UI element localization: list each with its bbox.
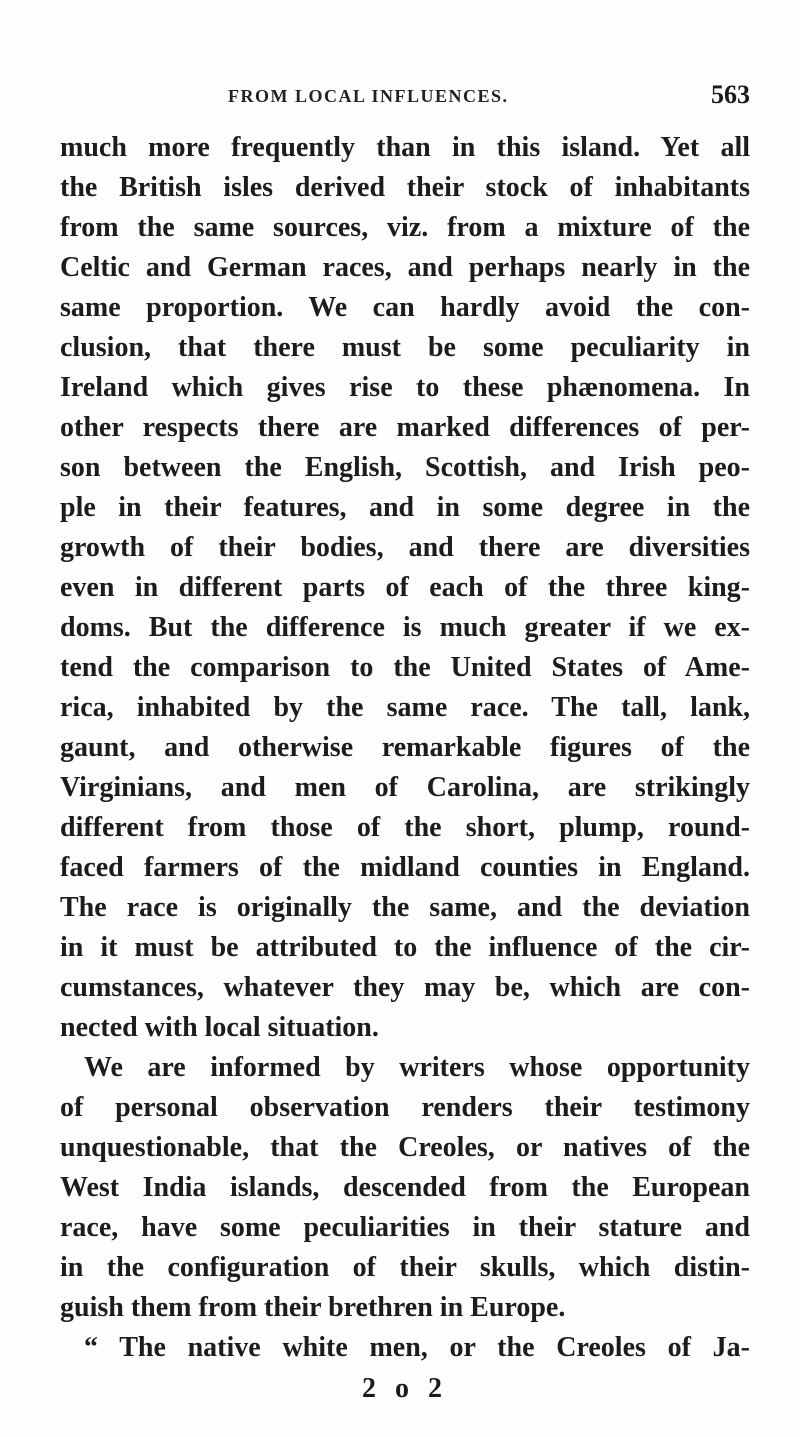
text-line: nected with local situation.	[60, 1012, 379, 1043]
text-line: doms. But the difference is much greater if we ex-	[60, 612, 750, 643]
text-line: much more frequently than in this island. Yet all	[60, 132, 750, 163]
text-line: guish them from their brethren in Europe.	[60, 1292, 566, 1323]
text-line: the British isles derived their stock of inhabitants	[60, 172, 750, 203]
text-line: in it must be attributed to the influence of the cir-	[60, 932, 750, 963]
text-line: race, have some peculiarities in their stature and	[60, 1212, 750, 1243]
page-number: 563	[711, 80, 750, 109]
text-line: of personal observation renders their testimony	[60, 1092, 750, 1123]
text-line: unquestionable, that the Creoles, or natives of the	[60, 1132, 750, 1163]
text-line: same proportion. We can hardly avoid the con-	[60, 292, 750, 323]
text-line: different from those of the short, plump, round-	[60, 812, 750, 843]
text-line: even in different parts of each of the three king-	[60, 572, 750, 603]
text-line: West India islands, descended from the European	[60, 1172, 750, 1203]
text-line: cumstances, whatever they may be, which are con-	[60, 972, 750, 1003]
text-line: faced farmers of the midland counties in England.	[60, 852, 750, 883]
text-line: in the configuration of their skulls, which distin-	[60, 1252, 750, 1283]
text-line: We are informed by writers whose opportunity	[84, 1052, 750, 1083]
text-line: from the same sources, viz. from a mixture of the	[60, 212, 750, 243]
body-text	[60, 128, 750, 1368]
text-line: The race is originally the same, and the deviation	[60, 892, 750, 923]
running-head: FROM LOCAL INFLUENCES.	[228, 86, 509, 106]
text-line: tend the comparison to the United States of Ame-	[60, 652, 750, 683]
text-line: Ireland which gives rise to these phænomena. In	[60, 372, 750, 403]
page-header	[60, 80, 750, 120]
text-line: clusion, that there must be some peculiarity in	[60, 332, 750, 363]
text-line: “ The native white men, or the Creoles of Ja-	[84, 1332, 750, 1363]
text-line: rica, inhabited by the same race. The tall, lank,	[60, 692, 750, 723]
text-line: growth of their bodies, and there are diversities	[60, 532, 750, 563]
text-line: Virginians, and men of Carolina, are strikingly	[60, 772, 750, 803]
text-line: Celtic and German races, and perhaps nearly in the	[60, 252, 750, 283]
signature-mark: 2 o 2	[362, 1373, 448, 1404]
text-line: gaunt, and otherwise remarkable figures of the	[60, 732, 750, 763]
text-line: ple in their features, and in some degree in the	[60, 492, 750, 523]
text-line: son between the English, Scottish, and Irish peo-	[60, 452, 750, 483]
text-line: other respects there are marked differences of per-	[60, 412, 750, 443]
